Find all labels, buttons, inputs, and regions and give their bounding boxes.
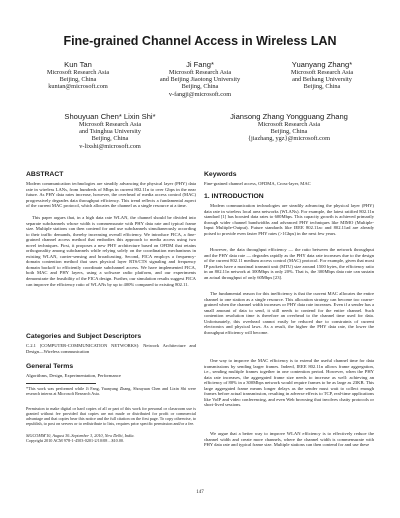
author-email: v-fangji@microsoft.com: [168, 90, 232, 98]
general-terms-heading: General Terms: [26, 363, 74, 370]
author-name: Shouyuan Chen* Lixin Shi*: [64, 112, 156, 121]
abstract-heading: ABSTRACT: [26, 171, 64, 178]
author-email: kuntan@microsoft.com: [48, 83, 108, 91]
author-location: Beijing, China: [181, 83, 219, 91]
author-name: Kun Tan: [64, 60, 92, 69]
author-affiliation: Microsoft Research Asia: [290, 69, 354, 76]
intro-paragraph-2: However, the data throughput efficiency — the ratio between the network throughput and the PHY data rate — degrades rapidly as the PHY data rate increases due to the design of the current 802.11 medium access control (MAC) protocol. For example, given that most IP packets have a maximal transmit unit (MTU) size around 1500 bytes, the efficiency ratio in an 802.11n network at 300Mbps is only 20%. That is, the 300Mbps data rate can sustain an actual throughput of only 60Mbps [23].: [204, 247, 374, 280]
author-affiliation: Microsoft Research Asia: [168, 69, 232, 76]
paper-title: Fine-grained Channel Access in Wireless LAN: [63, 34, 337, 48]
author-affiliation: Microsoft Research Asia: [46, 69, 110, 76]
author-email: v-lixshi@microsoft.com: [79, 142, 141, 150]
author-block-3: [270, 60, 374, 91]
keywords-heading: Keywords: [204, 171, 237, 178]
author-block-2: [146, 60, 254, 98]
conference-info: SIGCOMM'10, August 30–September 3, 2010, New Delhi, India.: [26, 433, 135, 438]
copyright-notice: Copyright 2010 ACM 978-1-4503-0201-2/10/08 ...$10.00.: [26, 438, 125, 443]
keywords-text: Fine-grained channel access, OFDMA, Cross-layer, MAC: [204, 181, 311, 186]
intro-paragraph-3: The fundamental reason for this inefficiency is that the current MAC allocates the entire channel to one station as a single resource. This allocation strategy can become too coarse-grained when the channel width increases or PHY data rate increases. Even if a sender has a small amount of data to send, it still needs to contend for the entire channel. Such contention resolution time is therefore an overhead to the channel time used for data. Unfortunately, this overhead cannot easily be reduced due to constraints of current electronics and physical laws. As a result, the higher the PHY data rate, the lower the throughput efficiency will become.: [204, 291, 374, 335]
author-location: Beijing, China: [270, 128, 308, 136]
introduction-heading: 1. INTRODUCTION: [204, 193, 264, 200]
author-affiliation-2: and Tsinghua University: [79, 128, 141, 136]
author-block-4: [50, 112, 170, 150]
permission-notice: Permission to make digital or hard copies of all or part of this work for personal or classroom use is granted without fee provided that copies are not made or distributed for profit or commercial advantage and that copies bear this notice and the full citation on the first page. To copy otherwise, to republish, to post on servers or to redistribute to lists, requires prior specific permission and/or a fee.: [26, 406, 196, 427]
author-location: Beijing, China: [59, 76, 97, 84]
author-location: Beijing, China: [303, 83, 341, 91]
categories-heading: Categories and Subject Descriptors: [26, 333, 142, 340]
abstract-paragraph-1: Modern communication technologies are steadily advancing the physical layer (PHY) data rate in wireless LANs, from hundreds of Mbps in current 802.11n to over Gbps in the near future. As PHY data rates increase, however, the overhead of media access control (MAC) progressively degrades data throughput efficiency. This trend reflects a fundamental aspect of the current MAC protocol, which allocates the channel as a single resource at a time.: [26, 181, 196, 209]
abstract-paragraph-2: This paper argues that, in a high data rate WLAN, the channel should be divided into separate subchannels whose width is commensurate with PHY data rate and typical frame size. Multiple stations can then contend for and use subchannels simultaneously according to their traffic demands, thereby increasing overall efficiency. We introduce FICA, a fine-grained channel access method that embodies this approach to media access using two novel techniques. First, it proposes a new PHY architecture based on OFDM that retains orthogonality among subchannels while relying solely on the coordination mechanisms in existing WLAN, carrier-sensing and broadcasting. Second, FICA employs a frequency-domain contention method that uses physical layer RTS/CTS signaling and frequency domain backoff to efficiently coordinate subchannel access. We have implemented FICA, both MAC and PHY layers, using a software radio platform, and our experiments demonstrate the feasibility of the FICA design. Further, our simulation results suggest FICA can improve the efficiency ratio of WLANs by up to 400% compared to existing 802.11.: [26, 215, 196, 287]
author-block-1: [26, 60, 130, 91]
author-block-5: [224, 112, 354, 143]
footnote-text: *This work was performed while Ji Fang, Yuanyang Zhang, Shouyuan Chen and Lixin Shi were research interns at Microsoft Research Asia.: [26, 386, 196, 397]
categories-text: C.2.1 [COMPUTER-COMMUNICATION NETWORKS]: Network Architecture and Design—Wireless communication: [26, 343, 196, 354]
author-email: {jiazhang, ygz}@microsoft.com: [248, 135, 330, 143]
author-affiliation: Microsoft Research Asia: [257, 121, 321, 128]
general-terms-text: Algorithms, Design, Experimentation, Performance: [26, 373, 121, 378]
intro-paragraph-5: We argue that a better way to improve WLAN efficiency is to effectively reduce the channel width and create more channels, where the channel width is commensurate with PHY data rate and typical frame size. Multiple stations can then contend for and use these: [204, 431, 374, 448]
author-affiliation-2: and Beihang University: [292, 76, 352, 84]
author-name: Ji Fang*: [186, 60, 214, 69]
author-affiliation: Microsoft Research Asia: [78, 121, 142, 128]
intro-paragraph-1: Modern communication technologies are steadily advancing the physical layer (PHY) data rate in wireless local area networks (WLANs). For example, the latest ratified 802.11n standard [1] has boosted data rates to 600Mbps. This capacity growth is achieved primarily through wider channel bandwidths and advanced PHY techniques like MIMO (Multiple-Input Multiple-Output). Future standards like IEEE 802.11ac and 802.11ad are already poised to provide even faster PHY rates (>1Gbps) in the next few years.: [204, 203, 374, 236]
author-affiliation-2: and Beijing Jiaotong University: [159, 76, 241, 84]
author-name: Yuanyang Zhang*: [291, 60, 353, 69]
author-location: Beijing, China: [91, 135, 129, 143]
footnote-rule: [26, 383, 96, 384]
author-name: Jiansong Zhang Yongguang Zhang: [230, 112, 348, 121]
intro-paragraph-4: One way to improve the MAC efficiency is to extend the useful channel time for data transmissions by sending larger frames. Indeed, IEEE 802.11n allows frame aggregation, i.e., sending multiple frames together in one contention period. However, when the PHY data rate increases, the aggregated frame size needs to increase as well: achieving an efficiency of 80% in a 300Mbps network would require frames to be as large as 23KB. This large aggregated frame means longer delays as the sender must wait to collect enough frames before actual transmission, resulting in adverse effects to TCP, real-time applications like VoIP and video conferencing, and even Web browsing that involves chatty protocols or short-lived sessions.: [204, 358, 374, 408]
page-number: 147: [196, 490, 204, 495]
